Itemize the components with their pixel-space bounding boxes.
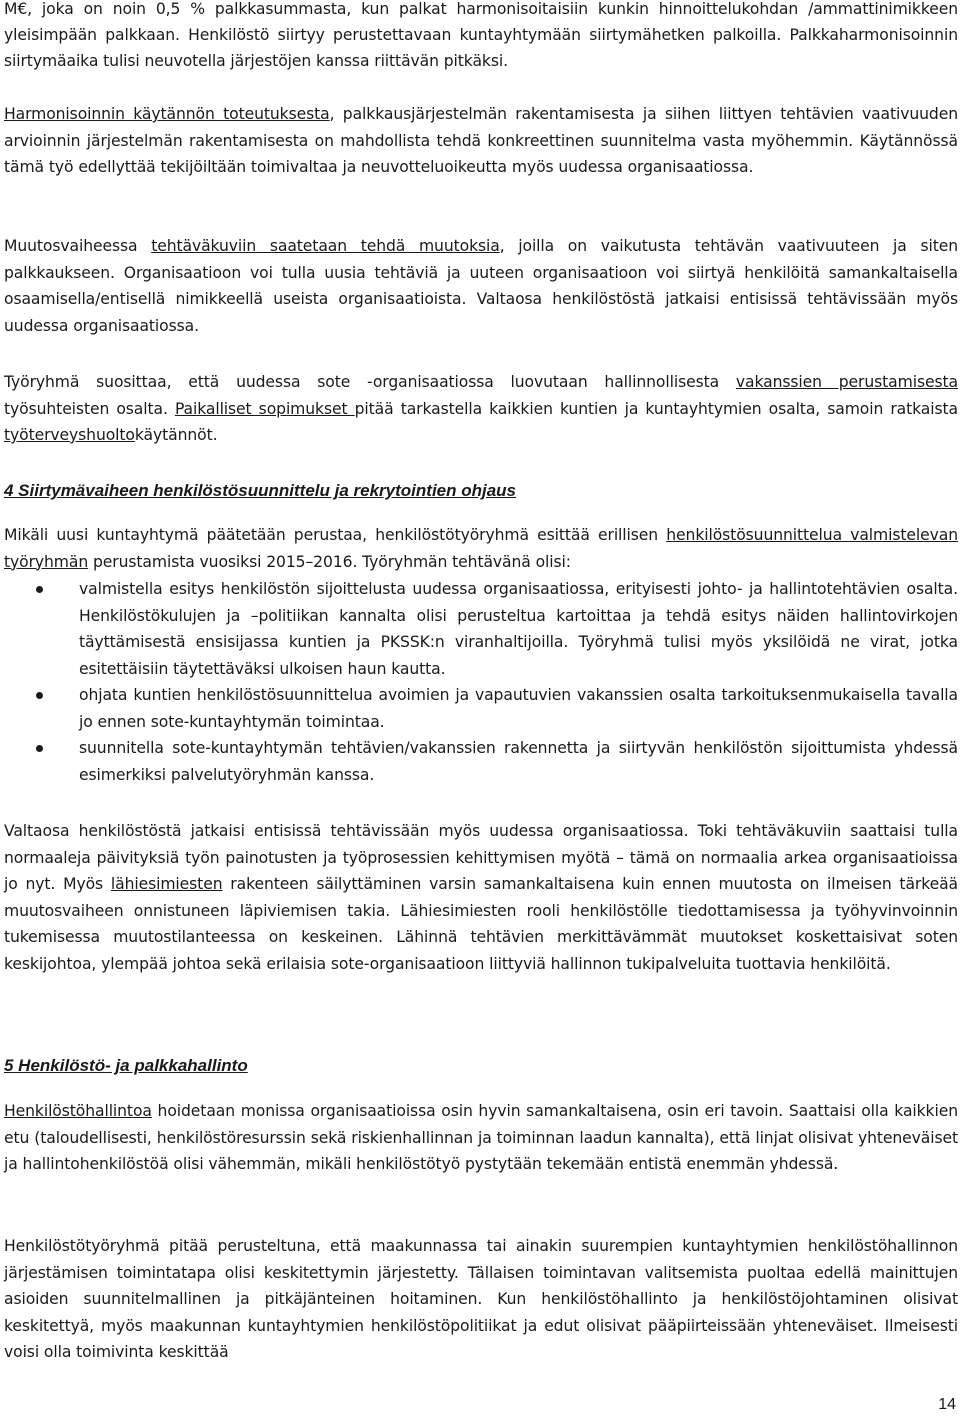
underlined-phrase: työterveyshuolto: [4, 426, 135, 444]
paragraph-text: Muutosvaiheessa: [4, 237, 152, 255]
paragraph-workforce-planning: [4, 522, 958, 575]
list-item: [4, 576, 958, 682]
bullet-icon: [36, 586, 43, 593]
list-item-text: valmistella esitys henkilöstön sijoittelusta uudessa organisaatiossa, erityisesti johto- ja hallintotehtävien osalta. Henkilöstökulujen ja –politiikan kannalta olisi perusteltua kartoittaa ja tehdä esitys näiden hallintovirkojen täyttämisestä ensisijassa kuntien ja PKSSK:n viranhaltijoilla. Työryhmä tulisi myös yksilöidä ne virat, jotka esitettäisiin täytettäväksi ulkoisen haun kautta.: [79, 580, 958, 678]
paragraph-change-phase: [4, 233, 958, 339]
underlined-phrase: vakanssien perustamisesta: [735, 373, 958, 391]
underlined-phrase: Paikalliset sopimukset: [174, 399, 355, 418]
paragraph-text: rakenteen säilyttäminen varsin samankaltaisena kuin ennen muutosta on ilmeisen tärkeää muutosvaiheen onnistuneen läpiviemisen takia. Lähiesimiesten rooli henkilöstölle tiedottamisessa ja työhyvinvoinnin tukemisessa muutostilanteessa on keskeinen. Lähinnä tehtävien merkittävämmät muutokset koskettaisivat soten keskijohtoa, ylempää johtoa sekä erilaisia sote-organisaatioon liittyviä hallinnon tukipalveluita tuottavia henkilöitä.: [4, 875, 958, 973]
paragraph-text: , joilla on vaikutusta tehtävän vaativuuteen ja siten palkkaukseen. Organisaatioon voi tulla uusia tehtäviä ja uuteen organisaatioon voi siirtyä henkilöitä samankaltaisella osaamisella/entisellä nimikkeellä useista organisaatioista. Valtaosa henkilöstöstä jatkaisi entisissä tehtävissään myös uudessa organisaatiossa.: [4, 237, 958, 335]
underlined-phrase: lähiesimiesten: [110, 875, 223, 893]
paragraph-text: Henkilöstötyöryhmä pitää perusteltuna, että maakunnassa tai ainakin suurempien kuntayhtymien henkilöstöhallinnon järjestämisen toimintatapa olisi keskitettymin järjestetty. Tällaisen toimintavan valitsemista puoltaa edellä mainittujen asioiden suunnitelmallinen ja pitkäjänteinen hoitaminen. Kun henkilöstöhallinto ja henkilöstöjohtaminen olisivat keskitettyä, myös maakunnan kuntayhtymien henkilöstöpolitiikat ja edut olisivat pääpiirteissään yhteneväiset. Ilmeisesti voisi olla toimivinta keskittää: [4, 1237, 958, 1361]
paragraph-text: pitää tarkastella kaikkien kuntien ja kuntayhtymien osalta, samoin ratkaista: [354, 399, 958, 418]
paragraph-text: Työryhmä suosittaa, että uudessa sote -organisaatiossa luovutaan hallinnollisesta: [4, 373, 736, 391]
underlined-phrase: Harmonisoinnin käytännön toteutuksesta: [4, 105, 330, 123]
underlined-phrase: Henkilöstöhallintoa: [4, 1102, 152, 1120]
paragraph-text: perustamista vuosiksi 2015–2016. Työryhmän tehtävänä olisi:: [88, 552, 571, 571]
underlined-phrase: henkilöstösuunnittelua valmistelevan työryhmän: [4, 526, 958, 571]
paragraph-text: työsuhteisten osalta.: [4, 399, 175, 418]
section-heading-4: 4 Siirtymävaiheen henkilöstösuunnittelu ja rekrytointien ohjaus: [4, 481, 517, 500]
paragraph-text: Mikäli uusi kuntayhtymä päätetään perustaa, henkilöstötyöryhmä esittää erillisen: [4, 526, 667, 544]
list-item-text: ohjata kuntien henkilöstösuunnittelua avoimien ja vapautuvien vakanssien osalta tarkoituksenmukaisella tavalla jo ennen sote-kuntayhtymän toimintaa.: [79, 686, 958, 731]
task-list: [4, 576, 958, 788]
paragraph-harmonization-implementation: [4, 101, 958, 181]
bullet-icon: [36, 745, 43, 752]
paragraph-salary-harmonization: [4, 0, 958, 74]
list-item: [4, 735, 958, 788]
paragraph-workgroup-recommendation: [4, 369, 958, 449]
paragraph-majority-continue: [4, 818, 958, 977]
paragraph-text: M€, joka on noin 0,5 % palkkasummasta, kun palkat harmonisoitaisiin kunkin hinnoittelukohdan /ammattinimikkeen yleisimpään palkkaan. Henkilöstö siirtyy perustettavaan kuntayhtymään siirtymähetken palkoilla. Palkkaharmonisoinnin siirtymäaika tulisi neuvotella järjestöjen kanssa riittävän pitkäksi.: [4, 0, 958, 70]
paragraph-hr-centralization: [4, 1233, 958, 1366]
paragraph-text: hoidetaan monissa organisaatioissa osin hyvin samankaltaisena, osin eri tavoin. Saattaisi olla kaikkien etu (taloudellisesti, henkilöstöresurssin sekä riskienhallinnan ja toiminnan laadun kannalta), että linjat olisivat yhteneväiset ja hallintohenkilöstöä olisi vähemmän, mikäli henkilöstötyö pystytään tekemään entistä enemmän yhdessä.: [4, 1102, 958, 1173]
paragraph-hr-administration: [4, 1098, 958, 1178]
page-number: 14: [938, 1396, 956, 1413]
bullet-icon: [36, 692, 43, 699]
list-item-text: suunnitella sote-kuntayhtymän tehtävien/vakanssien rakennetta ja siirtyvän henkilöstön sijoittumista yhdessä esimerkiksi palvelutyöryhmän kanssa.: [79, 739, 958, 784]
underlined-phrase: tehtäväkuviin saatetaan tehdä muutoksia: [151, 237, 500, 255]
list-item: [4, 682, 958, 735]
paragraph-text: Valtaosa henkilöstöstä jatkaisi entisissä tehtävissään myös uudessa organisaatiossa. Toki tehtäväkuviin saattaisi tulla normaaleja päivityksiä työn painotusten ja työprosessien kehittymisen myötä – tämä on normaalia arkea organisaatioissa jo nyt. Myös: [4, 822, 958, 893]
paragraph-text: käytännöt.: [134, 426, 218, 444]
paragraph-text: , palkkausjärjestelmän rakentamisesta ja siihen liittyen tehtävien vaativuuden arvioinnin järjestelmän rakentamisesta on mahdollista tehdä konkreettinen suunnitelma vasta myöhemmin. Käytännössä tämä työ edellyttää tekijöiltään toimivaltaa ja neuvotteluoikeutta myös uudessa organisaatiossa.: [4, 105, 958, 176]
section-heading-5: 5 Henkilöstö- ja palkkahallinto: [4, 1056, 248, 1075]
